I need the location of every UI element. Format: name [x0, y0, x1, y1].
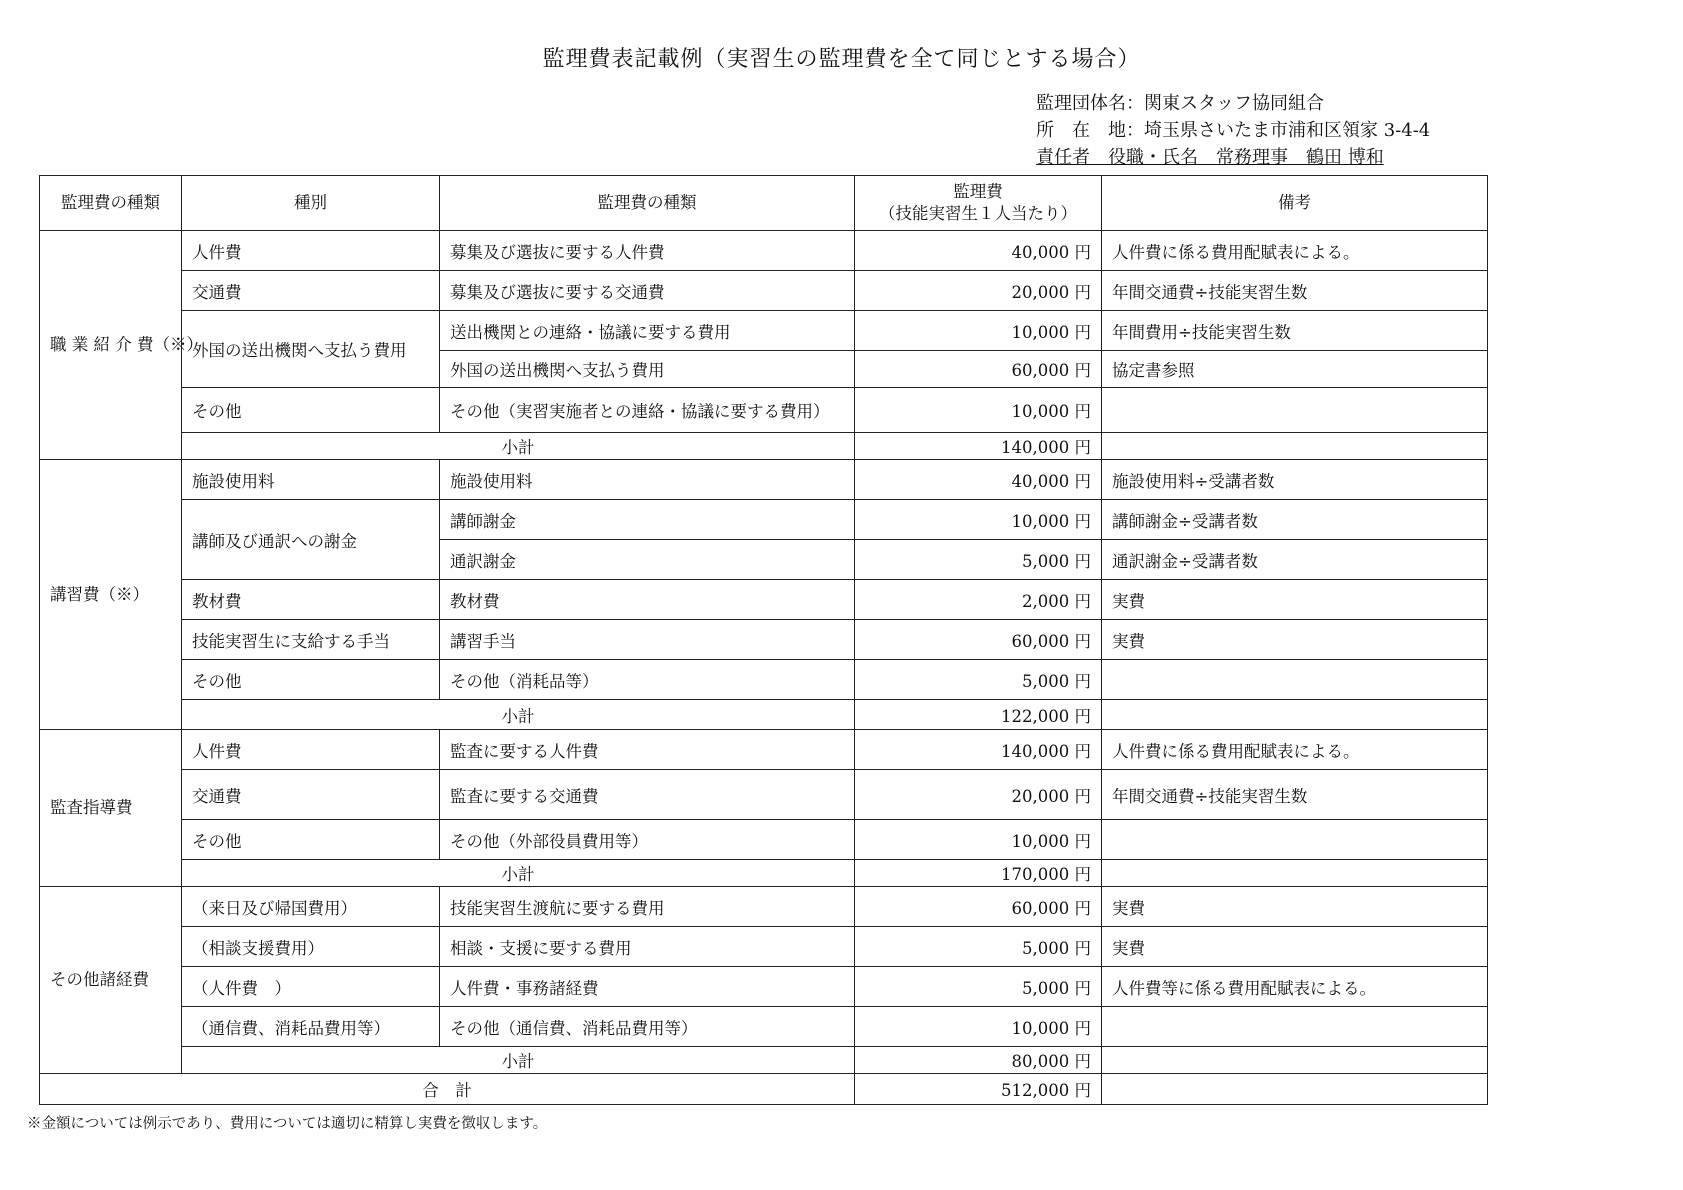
subtotal-row	[40, 860, 1488, 887]
fee-kind-cell: その他（外部役員費用等）	[440, 820, 855, 860]
type-cell: 講師及び通訳への謝金	[182, 500, 440, 580]
remark-cell: 施設使用料÷受講者数	[1102, 460, 1488, 500]
subtotal-amount: 140,000 円	[855, 433, 1102, 460]
table-row	[40, 271, 1488, 311]
subtotal-label: 小計	[182, 700, 855, 730]
subtotal-label: 小計	[182, 860, 855, 887]
header-row	[40, 176, 1488, 231]
org-address-line: 所 在 地：埼玉県さいたま市浦和区領家 3-4-4	[1036, 120, 1431, 141]
fee-kind-cell: 募集及び選抜に要する人件費	[440, 231, 855, 271]
fee-kind-cell: 相談・支援に要する費用	[440, 927, 855, 967]
table-row	[40, 770, 1488, 820]
organization-info	[1036, 90, 1430, 171]
amount-cell: 40,000 円	[855, 460, 1102, 500]
fee-kind-cell: 監査に要する交通費	[440, 770, 855, 820]
table-row	[40, 620, 1488, 660]
type-cell: （相談支援費用）	[182, 927, 440, 967]
amount-cell: 10,000 円	[855, 1007, 1102, 1047]
table-row	[40, 967, 1488, 1007]
table-row	[40, 1007, 1488, 1047]
amount-cell: 60,000 円	[855, 620, 1102, 660]
remark-cell	[1102, 1007, 1488, 1047]
amount-cell: 5,000 円	[855, 967, 1102, 1007]
header-type: 種別	[182, 176, 440, 231]
remark-cell: 年間交通費÷技能実習生数	[1102, 271, 1488, 311]
fee-kind-cell: 講習手当	[440, 620, 855, 660]
type-cell: 施設使用料	[182, 460, 440, 500]
table-row	[40, 887, 1488, 927]
subtotal-amount: 122,000 円	[855, 700, 1102, 730]
type-cell: その他	[182, 388, 440, 433]
fee-kind-cell: 施設使用料	[440, 460, 855, 500]
remark-cell: 講師謝金÷受講者数	[1102, 500, 1488, 540]
header-fee-kind: 監理費の種類	[440, 176, 855, 231]
org-name-line: 監理団体名：関東スタッフ協同組合	[1036, 93, 1324, 114]
fee-kind-cell: 送出機関との連絡・協議に要する費用	[440, 311, 855, 351]
section-category: 職 業 紹 介 費（※）	[40, 231, 182, 460]
header-fee	[855, 176, 1102, 231]
amount-cell: 5,000 円	[855, 660, 1102, 700]
subtotal-remark	[1102, 433, 1488, 460]
section-category: 監査指導費	[40, 730, 182, 887]
amount-cell: 60,000 円	[855, 351, 1102, 388]
fee-kind-cell: 講師謝金	[440, 500, 855, 540]
table-row	[40, 388, 1488, 433]
type-cell: 教材費	[182, 580, 440, 620]
fee-kind-cell: 監査に要する人件費	[440, 730, 855, 770]
amount-cell: 60,000 円	[855, 887, 1102, 927]
subtotal-label: 小計	[182, 1047, 855, 1074]
amount-cell: 20,000 円	[855, 271, 1102, 311]
fee-kind-cell: その他（実習実施者との連絡・協議に要する費用）	[440, 388, 855, 433]
table-row	[40, 311, 1488, 351]
remark-cell: 実費	[1102, 927, 1488, 967]
amount-cell: 10,000 円	[855, 500, 1102, 540]
amount-cell: 5,000 円	[855, 540, 1102, 580]
type-cell: その他	[182, 660, 440, 700]
fee-kind-cell: 募集及び選抜に要する交通費	[440, 271, 855, 311]
table-body	[40, 231, 1488, 1105]
total-label: 合 計	[40, 1074, 855, 1105]
amount-cell: 2,000 円	[855, 580, 1102, 620]
document-title: 監理費表記載例（実習生の監理費を全て同じとする場合）	[542, 47, 1141, 72]
amount-cell: 10,000 円	[855, 311, 1102, 351]
org-manager-line: 責任者 役職・氏名 常務理事 鶴田 博和	[1036, 147, 1384, 168]
remark-cell: 人件費に係る費用配賦表による。	[1102, 231, 1488, 271]
remark-cell: 年間費用÷技能実習生数	[1102, 311, 1488, 351]
table-row	[40, 820, 1488, 860]
fee-kind-cell: その他（通信費、消耗品費用等）	[440, 1007, 855, 1047]
subtotal-remark	[1102, 700, 1488, 730]
header-fee-label: 監理費	[953, 182, 1003, 201]
subtotal-remark	[1102, 1047, 1488, 1074]
fee-kind-cell: 教材費	[440, 580, 855, 620]
remark-cell: 実費	[1102, 580, 1488, 620]
type-cell: 人件費	[182, 730, 440, 770]
remark-cell: 実費	[1102, 620, 1488, 660]
type-cell: 人件費	[182, 231, 440, 271]
amount-cell: 40,000 円	[855, 231, 1102, 271]
remark-cell: 協定書参照	[1102, 351, 1488, 388]
amount-cell: 5,000 円	[855, 927, 1102, 967]
remark-cell: 人件費に係る費用配賦表による。	[1102, 730, 1488, 770]
remark-cell	[1102, 388, 1488, 433]
amount-cell: 10,000 円	[855, 820, 1102, 860]
remark-cell: 人件費等に係る費用配賦表による。	[1102, 967, 1488, 1007]
type-cell: その他	[182, 820, 440, 860]
type-cell: （来日及び帰国費用）	[182, 887, 440, 927]
subtotal-row	[40, 1047, 1488, 1074]
subtotal-row	[40, 433, 1488, 460]
amount-cell: 20,000 円	[855, 770, 1102, 820]
table-row	[40, 460, 1488, 500]
type-cell: （人件費 ）	[182, 967, 440, 1007]
table-row	[40, 231, 1488, 271]
type-cell: （通信費、消耗品費用等）	[182, 1007, 440, 1047]
type-cell: 交通費	[182, 271, 440, 311]
amount-cell: 140,000 円	[855, 730, 1102, 770]
type-cell: 技能実習生に支給する手当	[182, 620, 440, 660]
table-row	[40, 660, 1488, 700]
type-cell: 外国の送出機関へ支払う費用	[182, 311, 440, 388]
type-cell: 交通費	[182, 770, 440, 820]
subtotal-row	[40, 700, 1488, 730]
total-amount: 512,000 円	[855, 1074, 1102, 1105]
subtotal-remark	[1102, 860, 1488, 887]
section-category: その他諸経費	[40, 887, 182, 1074]
table-row	[40, 927, 1488, 967]
fee-table	[39, 175, 1488, 1105]
remark-cell	[1102, 660, 1488, 700]
total-row	[40, 1074, 1488, 1105]
remark-cell: 通訳謝金÷受講者数	[1102, 540, 1488, 580]
header-category: 監理費の種類	[40, 176, 182, 231]
remark-cell: 実費	[1102, 887, 1488, 927]
header-fee-sub: （技能実習生１人当たり）	[879, 204, 1077, 223]
table-row	[40, 580, 1488, 620]
fee-kind-cell: その他（消耗品等）	[440, 660, 855, 700]
subtotal-amount: 170,000 円	[855, 860, 1102, 887]
section-category: 講習費（※）	[40, 460, 182, 730]
fee-kind-cell: 技能実習生渡航に要する費用	[440, 887, 855, 927]
footnote: ※金額については例示であり、費用については適切に精算し実費を徴収します。	[27, 1116, 548, 1132]
fee-kind-cell: 人件費・事務諸経費	[440, 967, 855, 1007]
fee-kind-cell: 通訳謝金	[440, 540, 855, 580]
remark-cell	[1102, 820, 1488, 860]
total-remark	[1102, 1074, 1488, 1105]
table-row	[40, 730, 1488, 770]
amount-cell: 10,000 円	[855, 388, 1102, 433]
fee-kind-cell: 外国の送出機関へ支払う費用	[440, 351, 855, 388]
header-remarks: 備考	[1102, 176, 1488, 231]
remark-cell: 年間交通費÷技能実習生数	[1102, 770, 1488, 820]
subtotal-label: 小計	[182, 433, 855, 460]
table-row	[40, 500, 1488, 540]
subtotal-amount: 80,000 円	[855, 1047, 1102, 1074]
